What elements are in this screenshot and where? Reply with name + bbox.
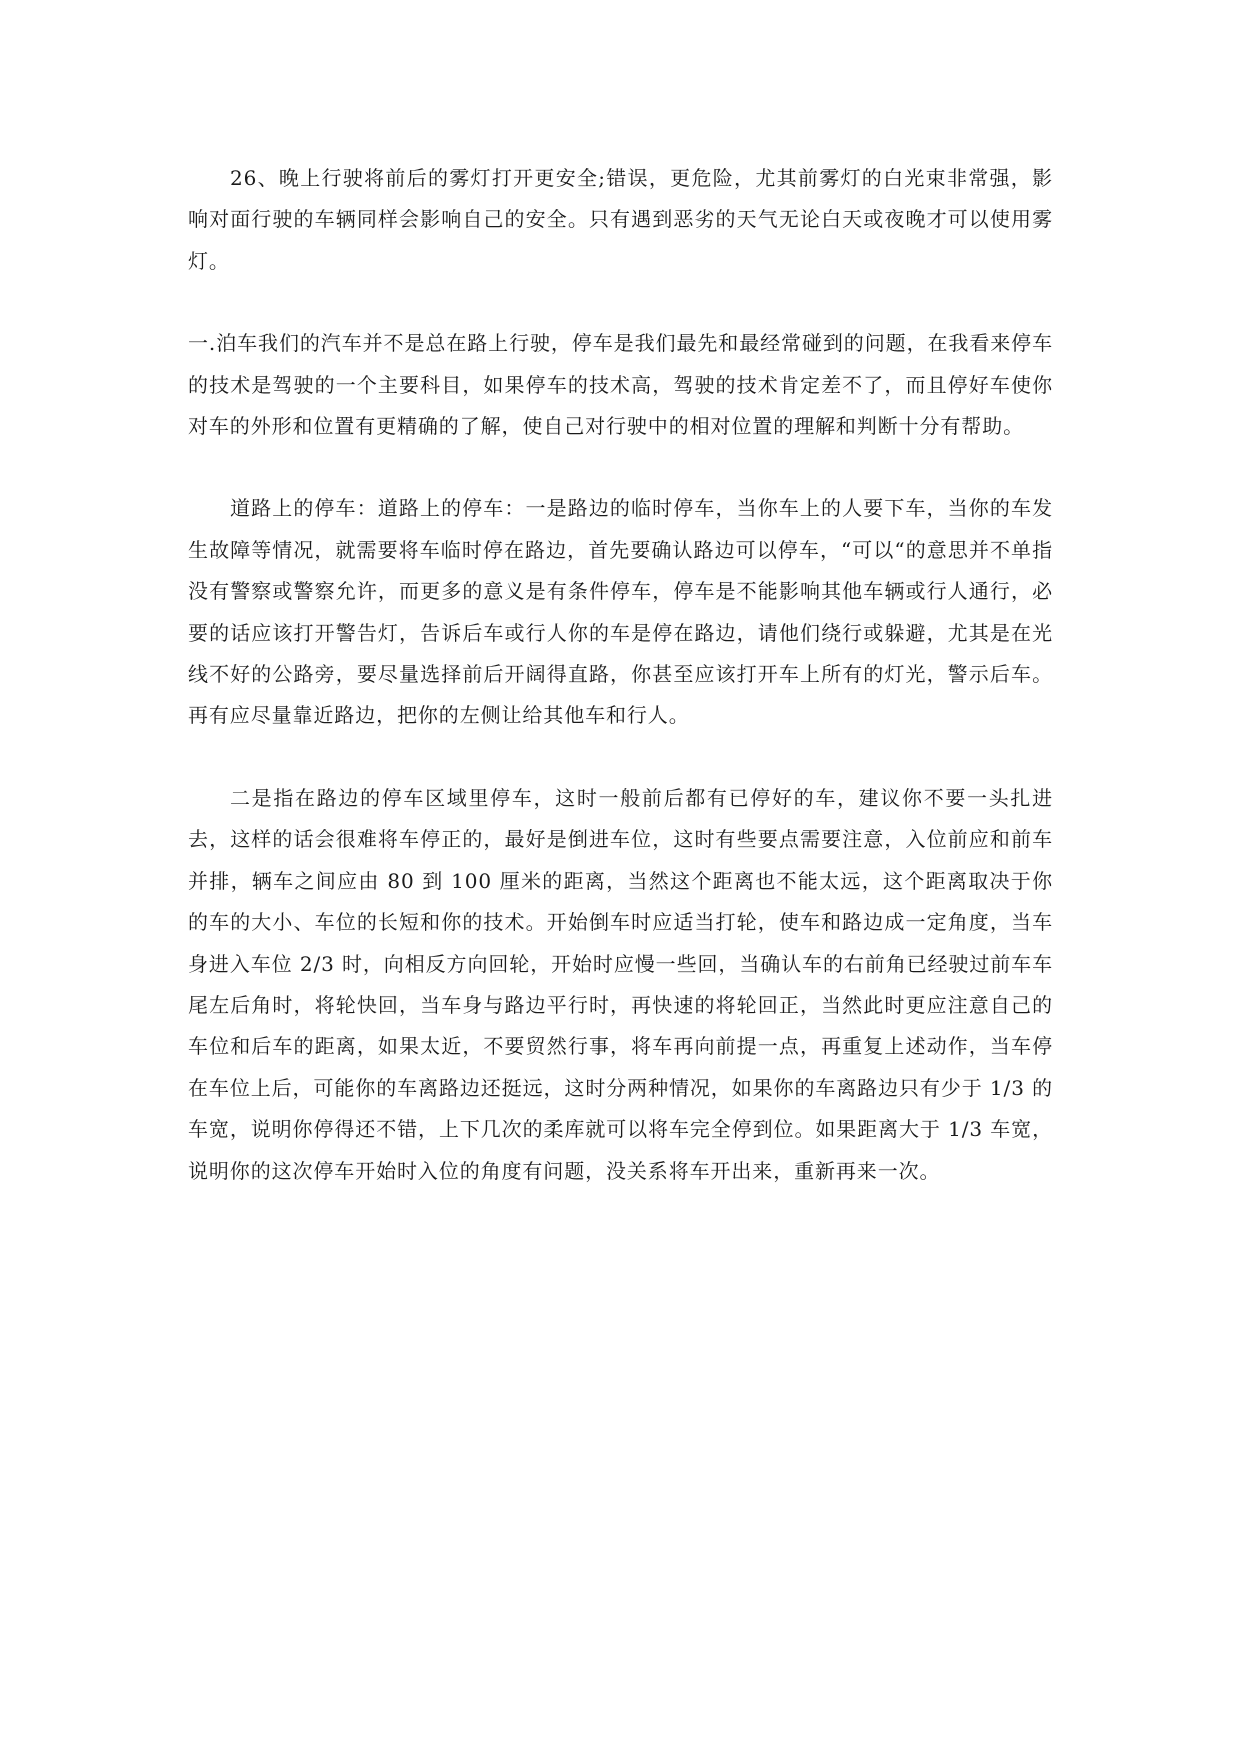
paragraph-fog-lights: 26、晚上行驶将前后的雾灯打开更安全;错误，更危险，尤其前雾灯的白光束非常强，影响对面行驶的车辆同样会影响自己的安全。只有遇到恶劣的天气无论白天或夜晚才可以使用雾灯。 xyxy=(188,166,1053,273)
paragraph-parking-intro: 一.泊车我们的汽车并不是总在路上行驶，停车是我们最先和最经常碰到的问题，在我看来停车的技术是驾驶的一个主要科目，如果停车的技术高，驾驶的技术肯定差不了，而且停好车使你对车的外形和位置有更精确的了解，使自己对行驶中的相对位置的理解和判断十分有帮助。 xyxy=(188,331,1053,439)
paragraph-spacer xyxy=(188,447,1053,488)
document-body xyxy=(188,158,1053,1192)
paragraph-roadside-parking: 道路上的停车：道路上的停车：一是路边的临时停车，当你车上的人要下车，当你的车发生故障等情况，就需要将车临时停在路边，首先要确认路边可以停车，“可以“的意思并不单指没有警察或警察允许，而更多的意义是有条件停车，停车是不能影响其他车辆或行人通行，必要的话应该打开警告灯，告诉后车或行人你的车是停在路边，请他们绕行或躲避，尤其是在光线不好的公路旁，要尽量选择前后开阔得直路，你甚至应该打开车上所有的灯光，警示后车。再有应尽量靠近路边，把你的左侧让给其他车和行人。 xyxy=(188,496,1053,728)
paragraph-parking-area: 二是指在路边的停车区域里停车，这时一般前后都有已停好的车，建议你不要一头扎进去，这样的话会很难将车停正的，最好是倒进车位，这时有些要点需要注意，入位前应和前车并排，辆车之间应由 80 到 100 厘米的距离，当然这个距离也不能太远，这个距离取决于你的车的大小、车位的长短和你的技术。开始倒车时应适当打轮，使车和路边成一定角度，当车身进入车位 2/3 时，向相反方向回轮，开始时应慢一些回，当确认车的右前角已经驶过前车车尾左后角时，将轮快回，当车身与路边平行时，再快速的将轮回正，当然此时更应注意自己的车位和后车的距离，如果太近，不要贸然行事，将车再向前提一点，再重复上述动作，当车停在车位上后，可能你的车离路边还挺远，这时分两种情况，如果你的车离路边只有少于 1/3 的车宽，说明你停得还不错，上下几次的柔库就可以将车完全停到位。如果距离大于 1/3 车宽，说明你的这次停车开始时入位的角度有问题，没关系将车开出来，重新再来一次。 xyxy=(188,785,1053,1183)
paragraph-spacer xyxy=(188,282,1053,323)
paragraph-spacer xyxy=(188,737,1053,778)
